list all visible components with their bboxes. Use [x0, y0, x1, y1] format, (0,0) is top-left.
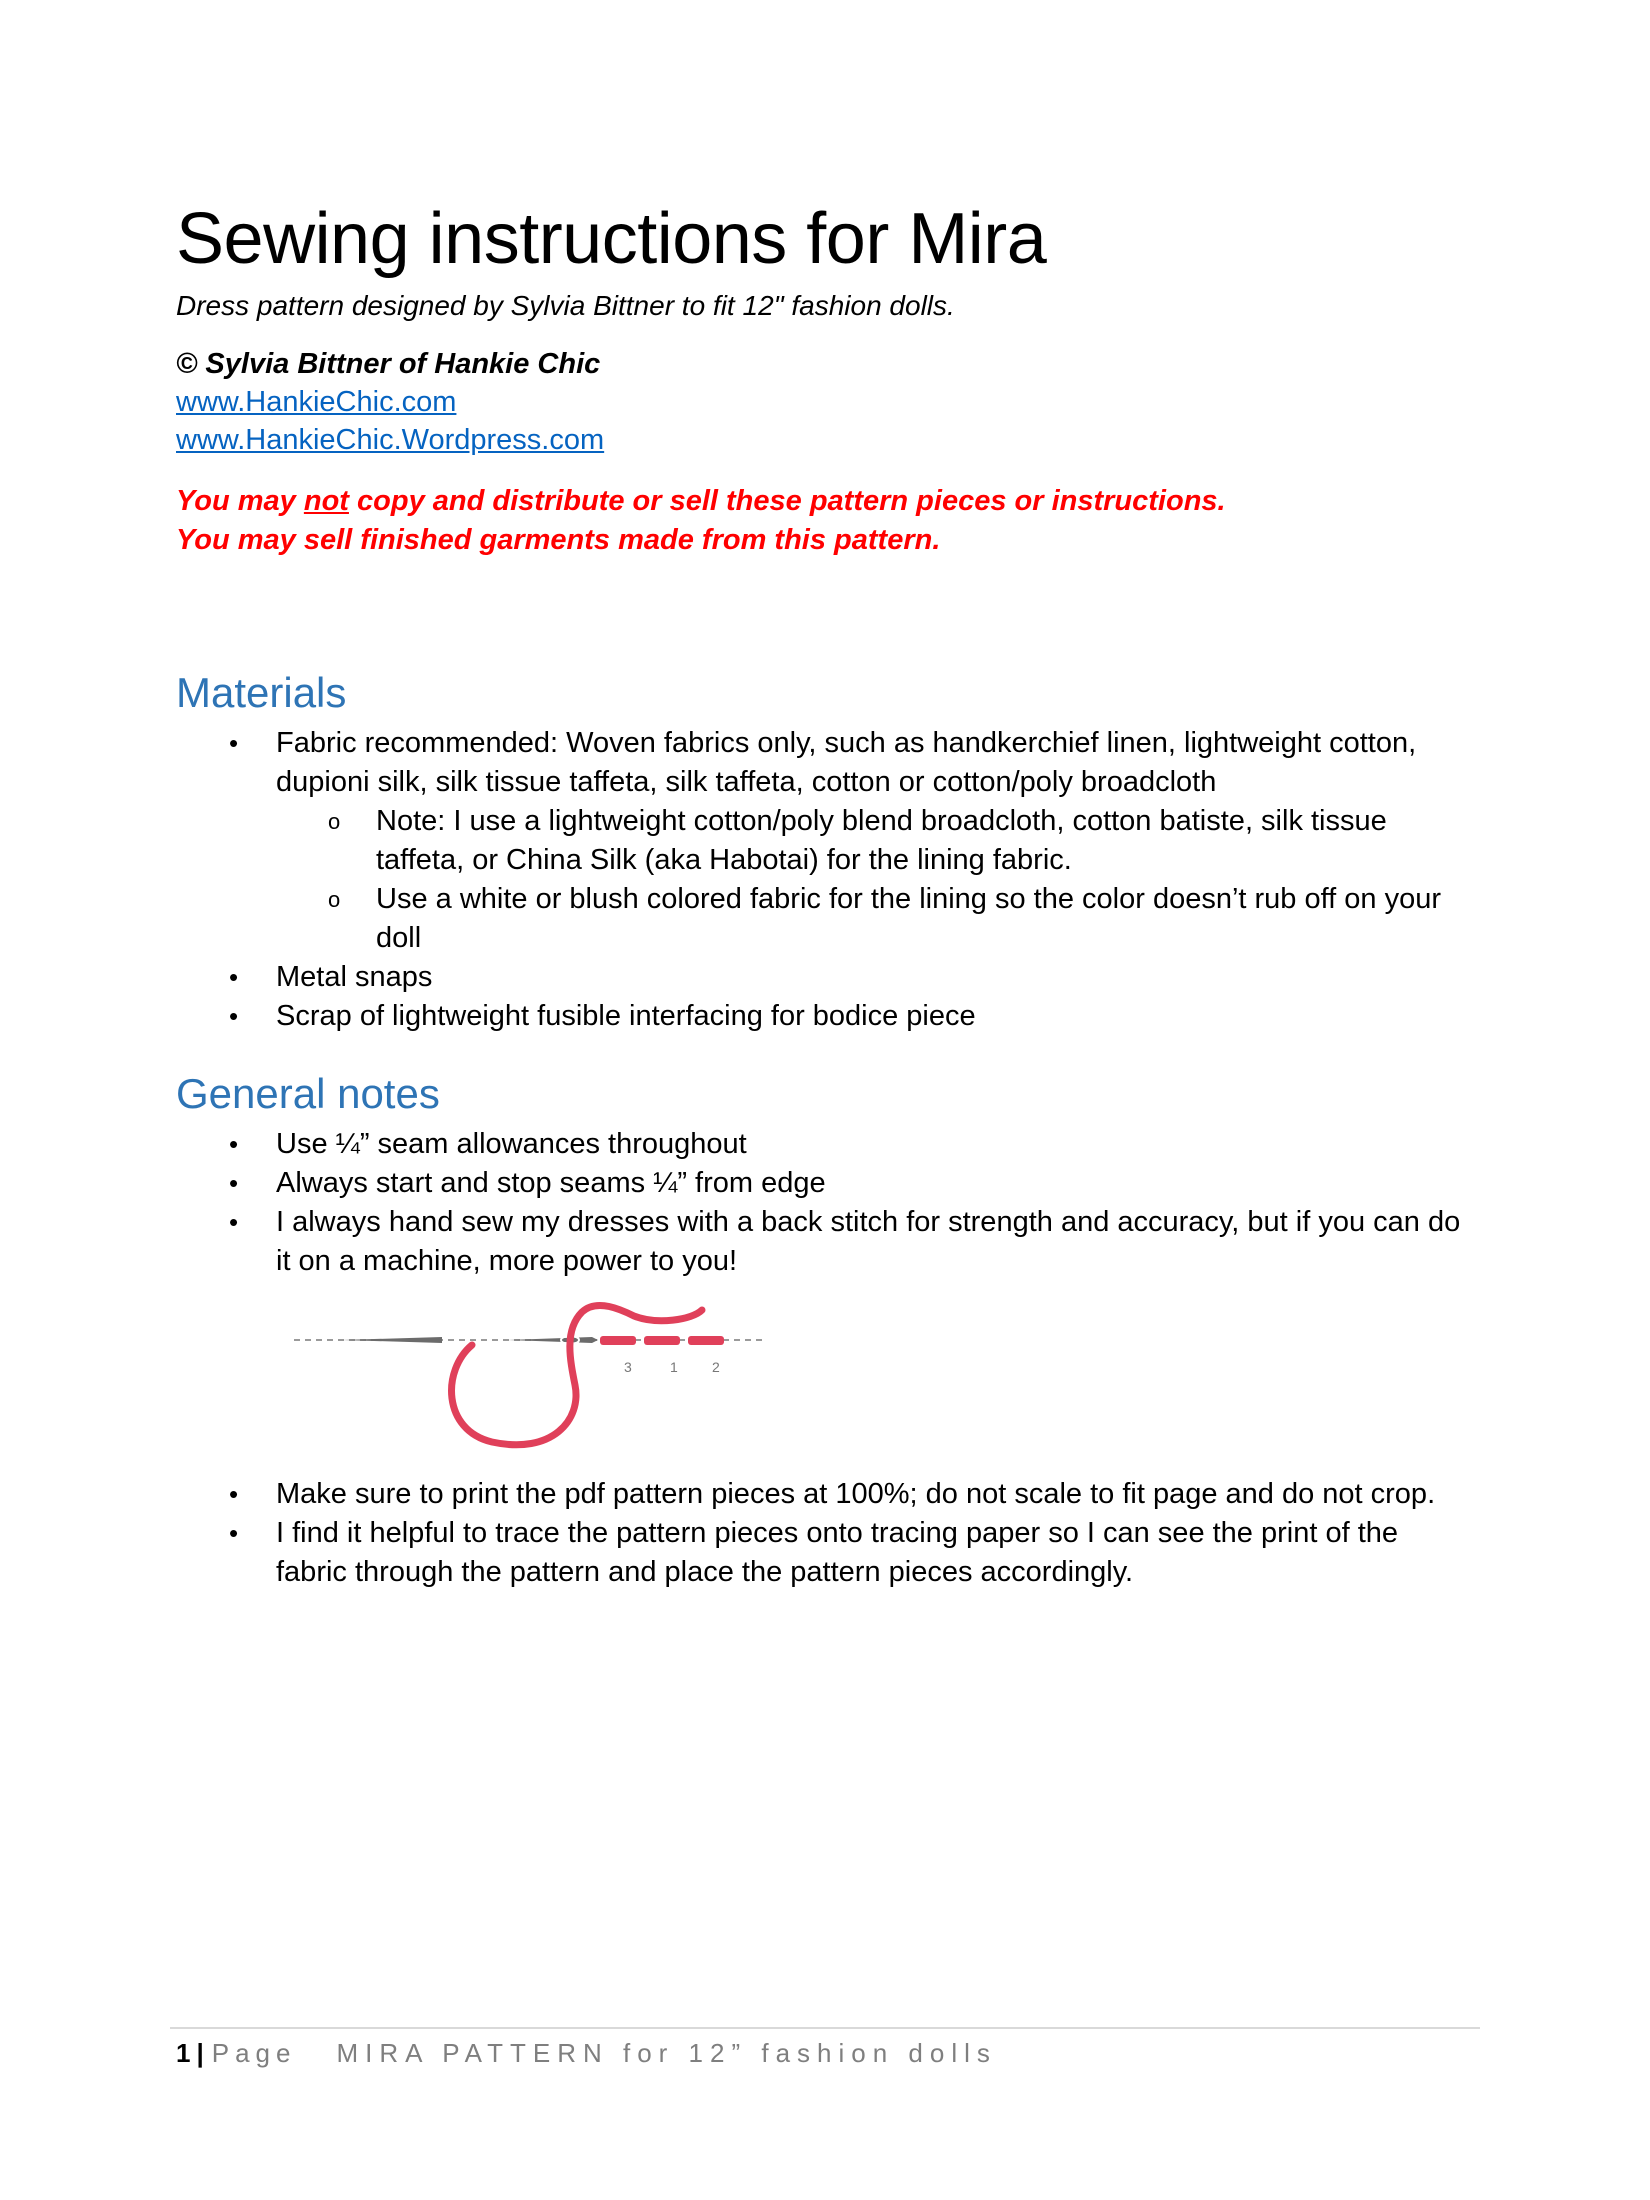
- stitch-segment: [600, 1336, 636, 1345]
- copy-warning: [176, 483, 1226, 521]
- page-title: Sewing instructions for Mira: [176, 199, 1047, 279]
- sell-permission: You may sell finished garments made from this pattern.: [176, 524, 941, 556]
- footer-doc-title: MIRA PATTERN for 12” fashion dolls: [336, 2038, 997, 2068]
- sub-list-item: o Note: I use a lightweight cotton/poly blend broadcloth, cotton batiste, silk tissue taffeta, or China Silk (aka Habotai) for the lining fabric.: [276, 802, 1476, 880]
- list-item: • Scrap of lightweight fusible interfacing for bodice piece: [176, 997, 1476, 1036]
- materials-list: [176, 724, 1476, 1036]
- page-number: 1: [176, 2038, 191, 2068]
- page-word: Page: [211, 2038, 297, 2068]
- materials-heading: Materials: [176, 669, 347, 716]
- list-item: [176, 724, 1476, 958]
- website-link[interactable]: www.HankieChic.com: [176, 386, 457, 418]
- footer-separator: |: [196, 2038, 204, 2068]
- stitch-label: 2: [712, 1359, 720, 1375]
- list-item: • Use ¼” seam allowances throughout: [176, 1125, 1476, 1164]
- page-footer: [176, 2038, 997, 2069]
- stitch-segment: [688, 1336, 724, 1345]
- warning-underlined-not: not: [303, 485, 349, 517]
- warning-text-start: You may: [176, 485, 304, 517]
- list-item: • I always hand sew my dresses with a back stitch for strength and accuracy, but if you can do it on a machine, more power to you!: [176, 1203, 1476, 1281]
- list-item: • Always start and stop seams ¼” from edge: [176, 1164, 1476, 1203]
- general-notes-list: [176, 1125, 1476, 1281]
- list-item: • Metal snaps: [176, 958, 1476, 997]
- back-stitch-illustration: [292, 1290, 762, 1460]
- list-item: • Make sure to print the pdf pattern pieces at 100%; do not scale to fit page and do not crop.: [176, 1475, 1476, 1514]
- general-notes-heading: General notes: [176, 1070, 440, 1117]
- footer-divider: [170, 2027, 1480, 2029]
- subtitle: Dress pattern designed by Sylvia Bittner to fit 12" fashion dolls.: [176, 290, 955, 321]
- sub-list-item: o Use a white or blush colored fabric for the lining so the color doesn’t rub off on your doll: [276, 880, 1476, 958]
- stitch-segment: [644, 1336, 680, 1345]
- thread-loop: [452, 1305, 702, 1444]
- list-item: • I find it helpful to trace the pattern pieces onto tracing paper so I can see the print of the fabric through the pattern and place the pattern pieces accordingly.: [176, 1514, 1476, 1592]
- stitch-label: 3: [624, 1359, 632, 1375]
- warning-text-end: copy and distribute or sell these pattern pieces or instructions.: [348, 485, 1226, 517]
- stitch-label: 1: [670, 1359, 678, 1375]
- fabric-sublist: [276, 802, 1476, 958]
- blog-link[interactable]: www.HankieChic.Wordpress.com: [176, 424, 605, 456]
- needle-icon: [342, 1337, 442, 1343]
- needle-icon: [508, 1337, 598, 1343]
- fabric-recommendation: Fabric recommended: Woven fabrics only, such as handkerchief linen, lightweight cotton, dupioni silk, silk tissue taffeta, silk taffeta, cotton or cotton/poly broadcloth: [276, 727, 1417, 798]
- general-notes-list-continued: [176, 1475, 1476, 1592]
- copyright-line: © Sylvia Bittner of Hankie Chic: [176, 348, 601, 380]
